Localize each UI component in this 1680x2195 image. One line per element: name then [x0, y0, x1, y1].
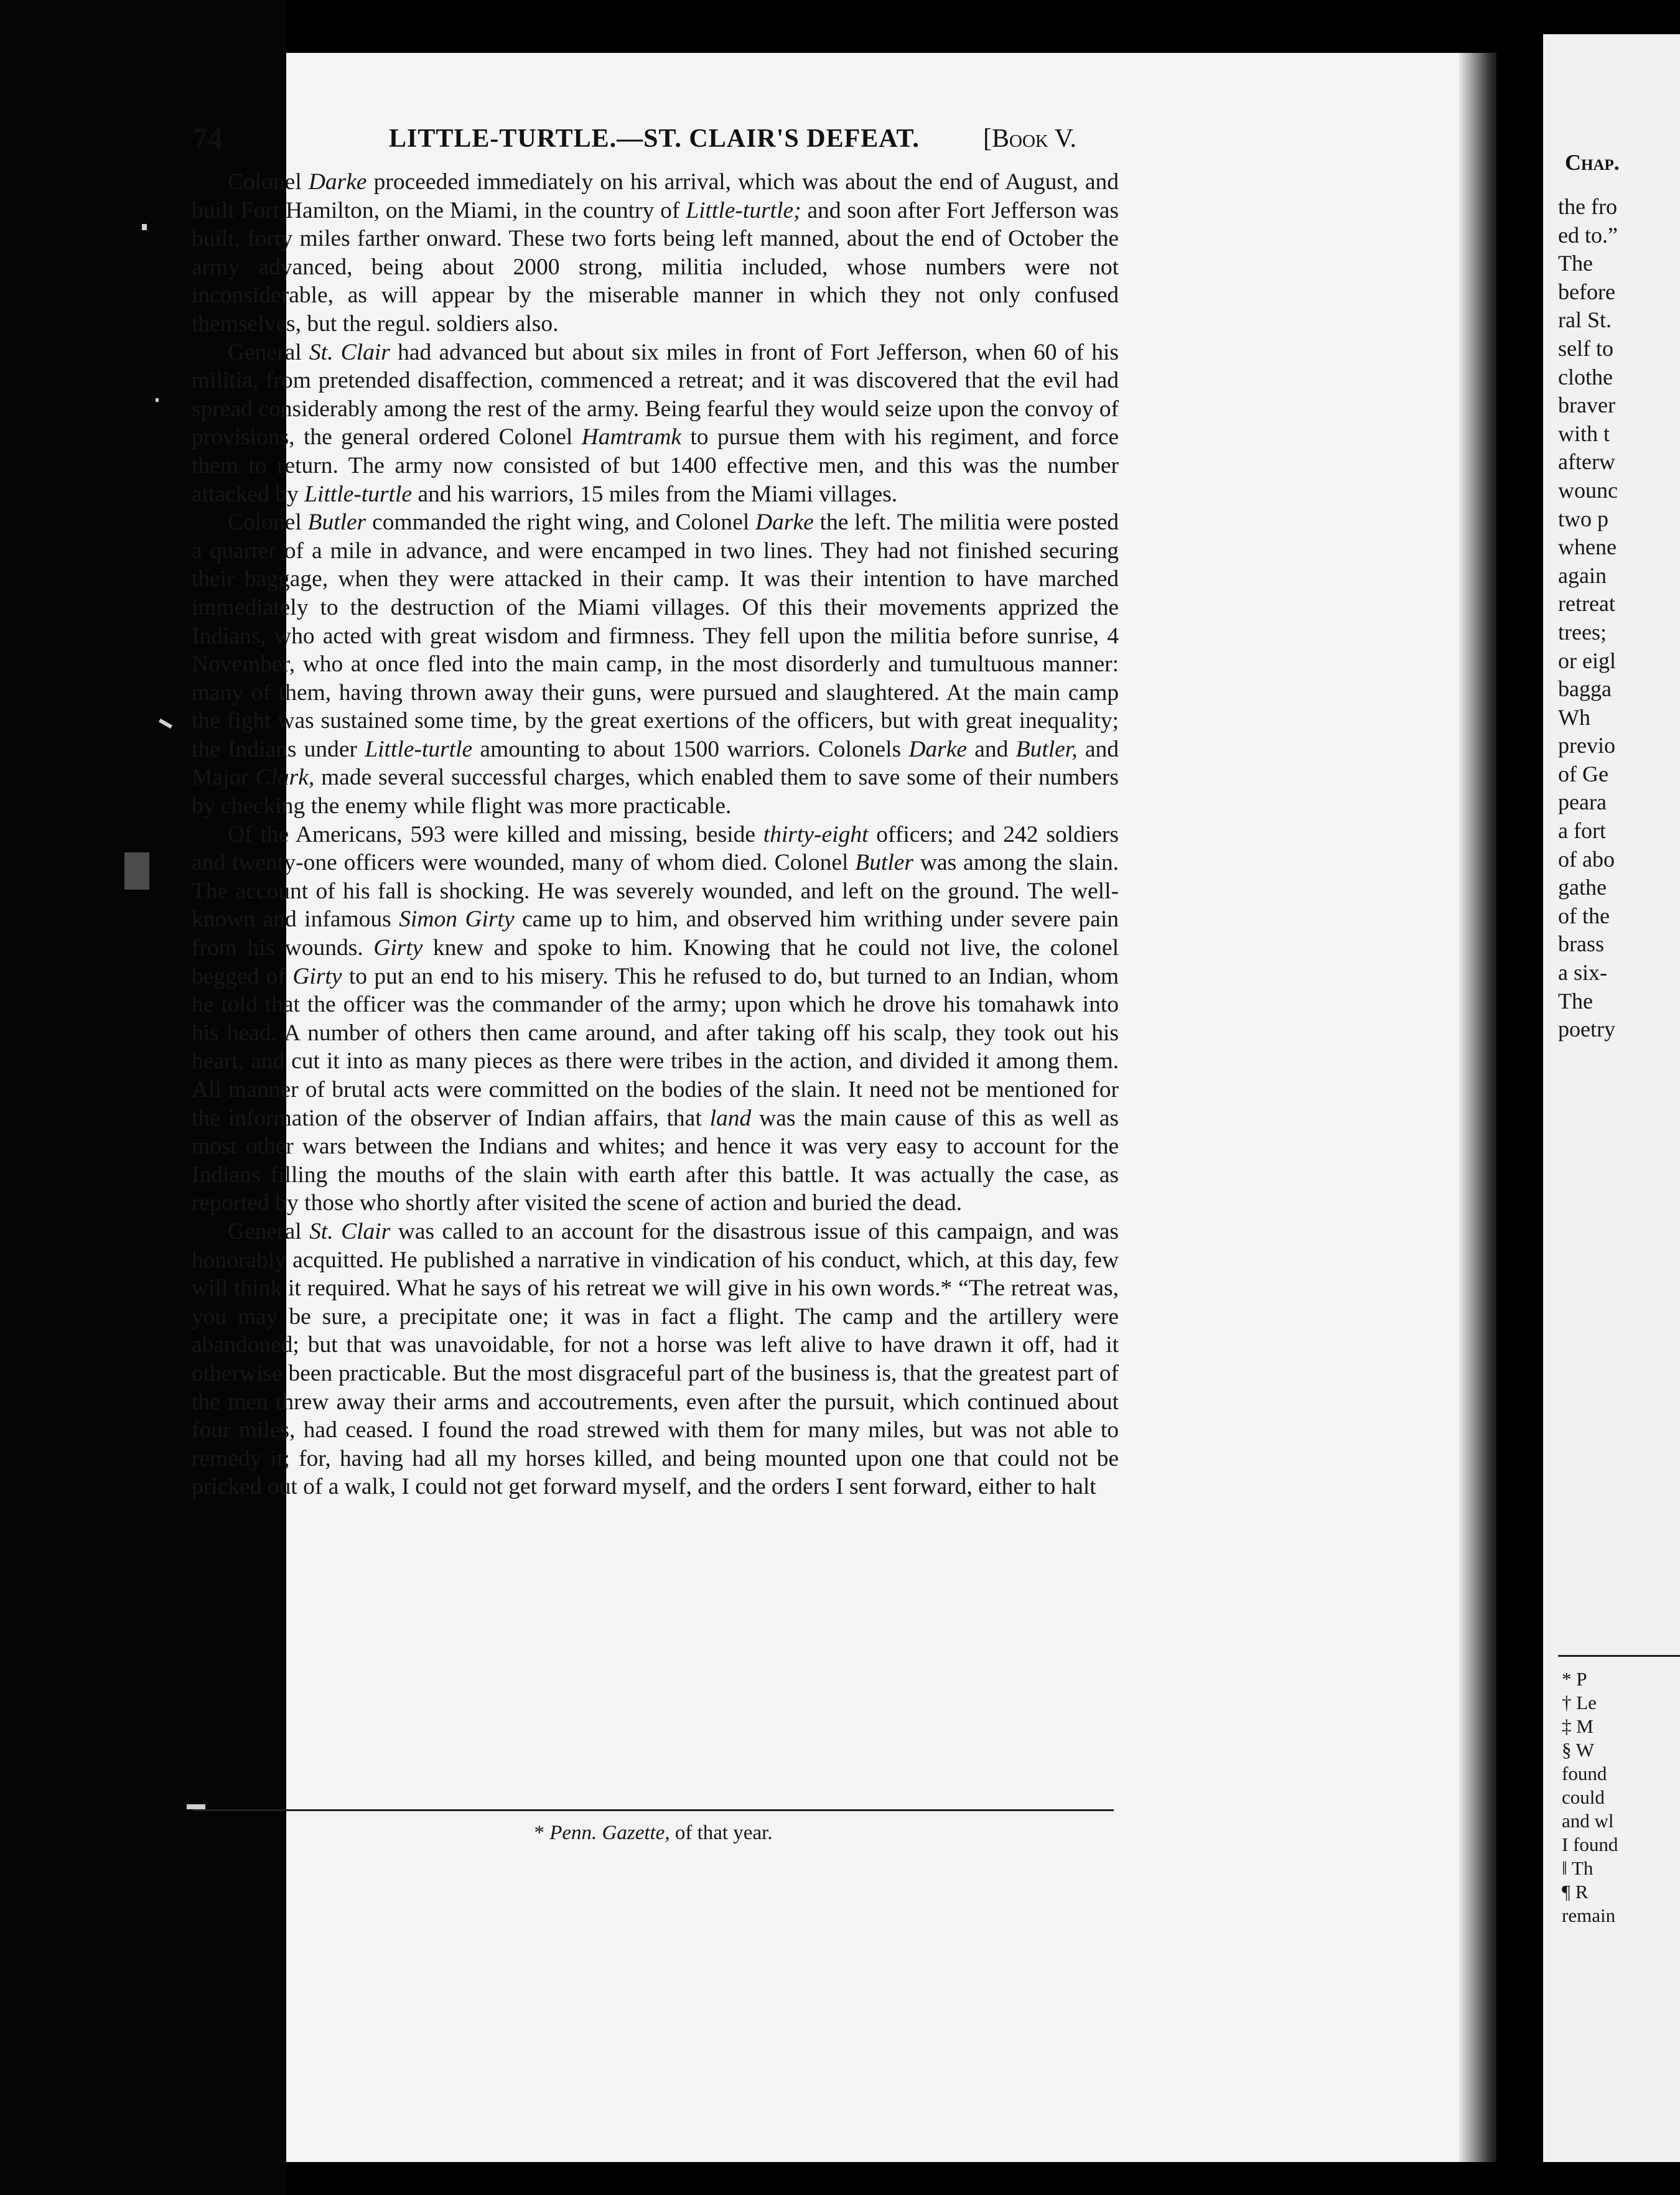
text-run: the left. The militia were posted a quarter of a mile in advance, and were encamped in two lines. They had not finished securing their baggage, when they were attacked in their camp. It was their intention to have marched immediately to the destruction of the Miami villages. Of this their movements apprized the Indians, who acted with great wisdom and firmness. They fell upon the militia before sunrise, 4 November, who at once fled into the main camp, in the most disorderly and tumultuous manner: many of them, having thrown away their guns, were pursued and slaughtered. At the main camp the fight was sustained some time, by the great exertions of the officers, but with great inequality; the Indians under [192, 510, 1119, 762]
italic-run: Little-turtle [304, 481, 413, 507]
text-run: proceeded immediately on his arrival, which was about the end of August, and built Fort Hamilton, on the Miami, in the country of [192, 169, 1119, 223]
text-run: and his warriors, 15 miles from the Miami villages. [412, 481, 898, 507]
italic-run: Butler, [1015, 736, 1078, 762]
facing-page-line: poetry [1558, 1017, 1615, 1042]
facing-page-line: Wh [1558, 704, 1590, 730]
text-run: Of the Americans, 593 were killed and missing, beside [228, 821, 763, 847]
scan-speck [142, 224, 147, 230]
facing-page-line: The [1558, 251, 1593, 276]
text-run: commanded the right wing, and Colonel [366, 510, 756, 536]
text-run: to put an end to his misery. This he refused to do, but turned to an Indian, whom he told that the officer was the commander of the army; upon which he drove his tomahawk into his head. A number of others then came around, and after taking off his scalp, they took out his heart, and cut it into as many pieces as there were tribes in the action, and divided it among them. All manner of brutal acts were committed on the bodies of the slain. It need not be mentioned for the information of the observer of Indian affairs, that [192, 963, 1119, 1131]
facing-page-text [1558, 193, 1618, 1044]
facing-page-line: afterw [1558, 449, 1615, 475]
text-run: and Major [192, 736, 1119, 791]
italic-run: Hamtramk [581, 424, 682, 450]
text-run: and soon after Fort Jefferson was built, forty miles farther onward. These two forts being left manned, about the end of October the army advanced, being about 2000 strong, militia included, whose numbers were not inconsiderable, as will appear by the miserable manner in which they not only confused themselves, but the regul. soldiers also. [192, 197, 1119, 337]
facing-page-footnote-line: and wl [1562, 1810, 1614, 1832]
italic-run: Simon Girty [399, 906, 515, 933]
text-run: had advanced but about six miles in front of Fort Jefferson, when 60 of his militia, from pretended disaffection, commenced a retreat; and it was discovered that the evil had spread considerably among the rest of the army. Being fearful they would seize upon the convoy of provisions, the general ordered Colonel [192, 339, 1119, 450]
italic-run: Little-turtle [365, 736, 473, 762]
facing-page-footnote-line: ¶ R [1562, 1881, 1589, 1903]
italic-run: land [709, 1105, 752, 1131]
facing-page-footnote-line: * P [1562, 1668, 1587, 1690]
footnote [193, 1822, 1114, 1845]
facing-page-footnote-line: † Le [1562, 1692, 1597, 1713]
facing-page-footnote-line: remain [1562, 1904, 1616, 1926]
text-run: came up to him, and observed him writhing under severe pain from his wounds. [192, 906, 1119, 961]
facing-page-header: Chap. [1565, 150, 1620, 175]
facing-page-line: with t [1558, 421, 1610, 446]
facing-page-footnote-line: § W [1562, 1739, 1594, 1761]
facing-page-line: peara [1558, 790, 1607, 815]
facing-page-line: a six- [1558, 960, 1607, 986]
italic-run: Penn. Gazette, [549, 1822, 670, 1844]
italic-run: Darke [308, 169, 367, 195]
facing-page-line: or eigl [1558, 648, 1616, 673]
italic-run: Clark, [255, 765, 315, 791]
text-run: Colonel [228, 169, 309, 195]
text-run: * [534, 1822, 550, 1844]
facing-page-footnote-line: I found [1562, 1834, 1618, 1855]
facing-page-line: ral St. [1558, 307, 1612, 333]
facing-page-line: The [1558, 988, 1593, 1014]
paragraph [192, 338, 1119, 509]
facing-page [1543, 34, 1680, 2162]
book-spine [1459, 53, 1500, 2162]
text-run: made several successful charges, which enabled them to save some of their numbers by checking the enemy while flight was more practicable. [192, 765, 1119, 819]
scan-speck [124, 852, 149, 890]
italic-run: Darke [755, 510, 814, 536]
italic-run: Girty [373, 935, 423, 961]
facing-page-line: clothe [1558, 364, 1613, 389]
facing-page-line: bagga [1558, 676, 1612, 702]
paragraph [192, 1218, 1119, 1501]
text-run: and [967, 736, 1016, 762]
italic-run: St. Clair [309, 339, 390, 365]
facing-page-line: whene [1558, 534, 1617, 560]
facing-page-line: before [1558, 279, 1615, 304]
facing-page-line: of the [1558, 903, 1610, 928]
italic-run: St. Clair [309, 1218, 391, 1244]
running-title: LITTLE-TURTLE.—ST. CLAIR'S DEFEAT. [389, 124, 920, 153]
scan-speck [159, 719, 172, 729]
italic-run: Girty [292, 963, 342, 989]
facing-page-line: of abo [1558, 846, 1615, 872]
facing-page-line: retreat [1558, 591, 1615, 617]
facing-page-line: two p [1558, 506, 1608, 531]
facing-page-footnote-rule [1558, 1655, 1680, 1657]
facing-page-footnote-line: could [1562, 1786, 1605, 1808]
text-run: Colonel [228, 510, 308, 536]
text-run: General [228, 339, 309, 365]
facing-page-line: the fro [1558, 194, 1617, 219]
facing-page-line: previo [1558, 733, 1615, 758]
scan-speck [156, 398, 159, 402]
paragraph [192, 821, 1119, 1218]
facing-page-line: self to [1558, 335, 1613, 361]
text-run: knew and spoke to him. Knowing that he could not live, the colonel begged of [192, 935, 1119, 989]
text-run: to pursue them with his regiment, and force them to return. The army now consisted of but 1400 effective men, and this was the number attacked by [192, 424, 1119, 507]
facing-page-line: wounc [1558, 477, 1618, 503]
footnote-rule [193, 1809, 1114, 1811]
italic-run: Butler [307, 510, 366, 536]
text-run: amounting to about 1500 warriors. Colonels [472, 736, 909, 762]
facing-page-line: gathe [1558, 875, 1607, 900]
paragraph [192, 508, 1119, 821]
book-label: [Book V. [983, 124, 1076, 153]
italic-run: Little-turtle; [686, 197, 801, 223]
facing-page-line: of Ge [1558, 761, 1608, 786]
page-number: 74 [193, 122, 223, 155]
facing-page-line: trees; [1558, 619, 1607, 645]
facing-page-footnotes [1562, 1667, 1618, 1927]
facing-page-footnote-line: found [1562, 1763, 1607, 1784]
text-run: was among the slain. The account of his fall is shocking. He was severely wounded, and left on the ground. The well-known and infamous [192, 850, 1119, 933]
scan-speck [187, 1804, 205, 1809]
text-run: General [228, 1218, 310, 1244]
paragraph [192, 168, 1119, 338]
text-run: officers; and 242 soldiers and twenty-one officers were wounded, many of whom died. Colonel [192, 821, 1119, 876]
text-run: was the main cause of this as well as most other wars between the Indians and whites; and hence it was very easy to account for the Indians filling the mouths of the slain with earth after this battle. It was actually the case, as reported by those who shortly after visited the scene of action and buried the dead. [192, 1105, 1119, 1216]
running-header [193, 121, 1111, 165]
facing-page-footnote-line: ‡ M [1562, 1715, 1594, 1737]
facing-page-line: brass [1558, 931, 1604, 957]
italic-run: thirty-eight [763, 821, 869, 847]
facing-page-line: again [1558, 562, 1607, 588]
facing-page-line: braver [1558, 393, 1615, 418]
facing-page-line: a fort [1558, 818, 1606, 844]
text-run: of that year. [670, 1822, 773, 1844]
body-text [192, 168, 1119, 1501]
italic-run: Darke [908, 736, 968, 762]
text-run: was called to an account for the disastrous issue of this campaign, and was honorably acquitted. He published a narrative in vindication of his conduct, which, at this day, few will think it required. What he says of his retreat we will give in his own words.* “The retreat was, you may be sure, a precipitate one; it was in fact a flight. The camp and the artillery were abandoned; but that was unavoidable, for not a horse was left alive to have drawn it off, had it otherwise been practicable. But the most disgraceful part of the business is, that the greatest part of the men threw away their arms and accoutrements, even after the pursuit, which continued about four miles, had ceased. I found the road strewed with them for many miles, but was not able to remedy it; for, having had all my horses killed, and being mounted upon one that could not be pricked out of a walk, I could not get forward myself, and the orders I sent forward, either to halt [192, 1218, 1119, 1500]
facing-page-line: ed to.” [1558, 222, 1618, 248]
italic-run: Butler [855, 850, 914, 876]
facing-page-footnote-line: ‖ Th [1562, 1857, 1594, 1879]
